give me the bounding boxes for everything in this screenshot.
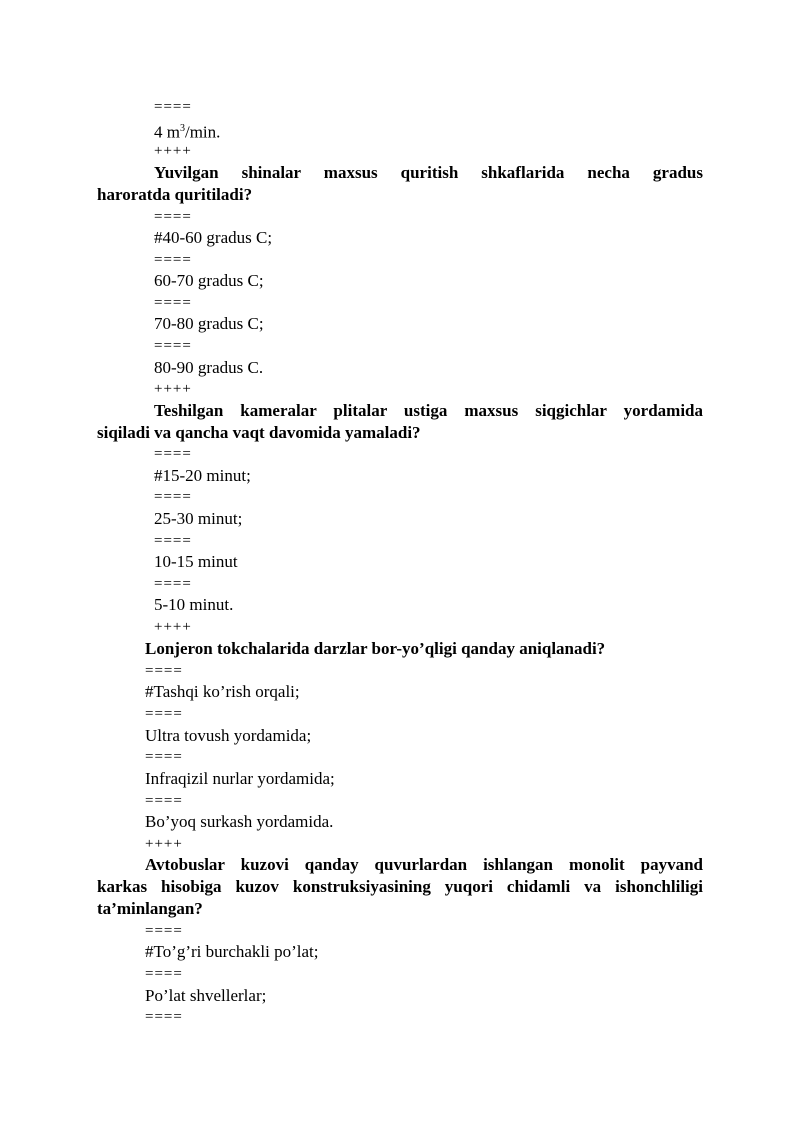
separator: ==== — [145, 923, 183, 939]
answer-option: 5-10 minut. — [154, 595, 234, 614]
separator: ==== — [154, 489, 192, 505]
answer-option: Bo’yoq surkash yordamida. — [145, 812, 334, 831]
answer-option: 80-90 gradus C. — [154, 358, 264, 377]
answer-option: 70-80 gradus C; — [154, 314, 264, 333]
question-text — [97, 162, 703, 206]
answer-option: Po’lat shvellerlar; — [145, 986, 267, 1005]
answer-option: Infraqizil nurlar yordamida; — [145, 769, 335, 788]
answer-text: 4 m — [154, 122, 180, 142]
separator: ==== — [154, 533, 192, 549]
separator: ==== — [154, 295, 192, 311]
separator: ==== — [154, 338, 192, 354]
separator: ==== — [145, 793, 183, 809]
question-text — [97, 854, 703, 920]
answer-option: #Tashqi ko’rish orqali; — [145, 682, 300, 701]
separator: ==== — [145, 749, 183, 765]
question-end-marker: ++++ — [154, 381, 192, 397]
separator: ==== — [154, 576, 192, 592]
question-line: haroratda quritiladi? — [97, 185, 253, 204]
answer-option: #40-60 gradus C; — [154, 228, 273, 247]
separator: ==== — [145, 663, 183, 679]
question-end-marker: ++++ — [154, 619, 192, 635]
separator: ==== — [145, 966, 183, 982]
question-line: ta’minlangan? — [97, 899, 203, 918]
answer-option: 25-30 minut; — [154, 509, 243, 528]
separator: ==== — [154, 99, 192, 115]
superscript: 3 — [179, 123, 185, 134]
question-line: Teshilgan kameralar plitalar ustiga maxsus siqgichlar yordamida — [154, 401, 703, 420]
separator: ==== — [154, 446, 192, 462]
separator: ==== — [145, 706, 183, 722]
answer-option: #15-20 minut; — [154, 466, 251, 485]
question-text — [97, 400, 703, 444]
question-end-marker: ++++ — [154, 143, 192, 159]
separator: ==== — [145, 1009, 183, 1025]
question-line: karkas hisobiga kuzov konstruksiyasining yuqori chidamli va ishonchliligi — [97, 877, 703, 896]
answer-text: /min. — [184, 122, 221, 142]
question-end-marker: ++++ — [145, 836, 183, 852]
separator: ==== — [154, 252, 192, 268]
answer-option: #To’g’ri burchakli po’lat; — [145, 942, 319, 961]
question-line: Avtobuslar kuzovi qanday quvurlardan ishlangan monolit payvand — [145, 855, 703, 874]
question-text: Lonjeron tokchalarida darzlar bor-yo’qligi qanday aniqlanadi? — [145, 639, 606, 658]
question-line: siqiladi va qancha vaqt davomida yamaladi? — [97, 423, 421, 442]
answer-option: 10-15 minut — [154, 552, 238, 571]
answer-option: Ultra tovush yordamida; — [145, 726, 312, 745]
question-line: Yuvilgan shinalar maxsus quritish shkaflarida necha gradus — [154, 163, 703, 182]
answer-option: 60-70 gradus C; — [154, 271, 264, 290]
separator: ==== — [154, 209, 192, 225]
